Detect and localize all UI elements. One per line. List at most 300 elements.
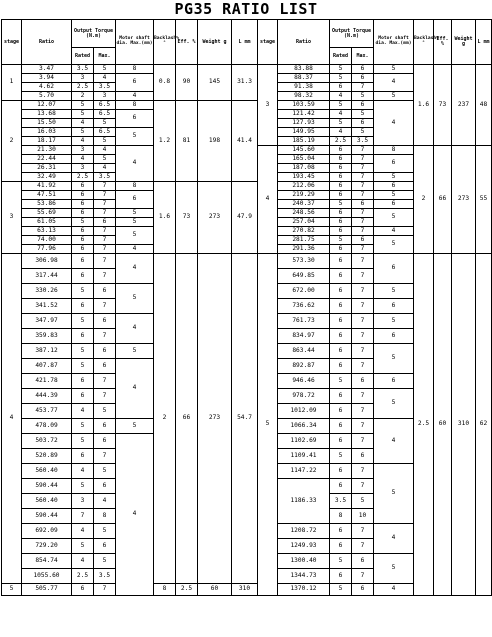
ratio-cell: 1300.40	[278, 554, 330, 569]
shaft-cell: 6	[374, 299, 414, 314]
shaft-cell: 8	[374, 146, 414, 155]
col-backlash: Backlash%°	[154, 20, 176, 65]
shaft-cell: 4	[116, 314, 154, 344]
ratio-sheet	[1, 19, 491, 636]
max-cell: 6	[94, 479, 116, 494]
stage-cell: 3	[2, 182, 22, 254]
max-cell: 6	[352, 554, 374, 569]
max-cell: 3	[94, 92, 116, 101]
shaft-cell: 4	[374, 227, 414, 236]
rated-cell: 6	[72, 191, 94, 200]
max-cell: 7	[352, 524, 374, 539]
ratio-cell: 185.19	[278, 137, 330, 146]
shaft-cell: 5	[374, 344, 414, 374]
ratio-cell: 729.20	[22, 539, 72, 554]
shaft-cell: 6	[116, 110, 154, 128]
max-cell: 6	[352, 449, 374, 464]
rated-cell: 5	[72, 314, 94, 329]
ratio-cell: 1066.34	[278, 419, 330, 434]
rated-cell: 5	[72, 128, 94, 137]
rated-cell: 5	[72, 419, 94, 434]
shaft-cell: 5	[116, 128, 154, 146]
max-cell: 10	[352, 509, 374, 524]
ratio-cell: 892.87	[278, 359, 330, 374]
rated-cell: 7	[72, 509, 94, 524]
ratio-cell: 330.26	[22, 284, 72, 299]
shaft-cell: 4	[374, 101, 414, 146]
ratio-cell: 193.45	[278, 173, 330, 182]
rated-cell: 6	[72, 209, 94, 218]
rated-cell: 6	[330, 524, 352, 539]
max-cell: 7	[352, 182, 374, 191]
weight-cell: 273	[198, 254, 232, 584]
ratio-cell: 16.03	[22, 128, 72, 137]
max-cell: 4	[94, 164, 116, 173]
ratio-cell: 248.56	[278, 209, 330, 218]
max-cell: 6	[94, 314, 116, 329]
col-weight: Weight g	[452, 20, 476, 65]
max-cell: 7	[94, 182, 116, 191]
max-cell: 7	[352, 539, 374, 554]
backlash-cell: 1.2	[154, 101, 176, 182]
rated-cell: 6	[72, 269, 94, 284]
shaft-cell: 6	[116, 191, 154, 209]
ratio-cell: 103.59	[278, 101, 330, 110]
stage-cell: 5	[2, 584, 22, 596]
max-cell: 7	[352, 269, 374, 284]
ratio-cell: 15.50	[22, 119, 72, 128]
col-stage: stage	[258, 20, 278, 65]
ratio-table-right	[257, 19, 492, 596]
table-row	[258, 146, 492, 155]
rated-cell: 3	[72, 164, 94, 173]
ratio-cell: 520.89	[22, 449, 72, 464]
rated-cell: 5	[72, 539, 94, 554]
backlash-cell: 2	[154, 254, 176, 584]
ratio-cell: 145.60	[278, 146, 330, 155]
ratio-cell: 863.44	[278, 344, 330, 359]
rated-cell: 4	[72, 119, 94, 128]
ratio-cell: 61.05	[22, 218, 72, 227]
rated-cell: 5	[72, 434, 94, 449]
table-row	[258, 65, 492, 74]
weight-cell: 273	[452, 146, 476, 254]
page-title: PG35 RATIO LIST	[174, 0, 318, 18]
max-cell: 7	[94, 299, 116, 314]
shaft-cell: 4	[116, 245, 154, 254]
ratio-cell: 88.37	[278, 74, 330, 83]
ratio-cell: 590.44	[22, 479, 72, 494]
ratio-table-left	[1, 19, 258, 596]
backlash-cell: 1.6	[414, 65, 434, 146]
rated-cell: 2.5	[330, 137, 352, 146]
rated-cell: 6	[330, 464, 352, 479]
ratio-cell: 1186.33	[278, 479, 330, 524]
eff-cell: 60	[198, 584, 232, 596]
col-rated: Rated	[330, 48, 352, 65]
max-cell: 7	[352, 329, 374, 344]
ratio-cell: 590.44	[22, 509, 72, 524]
shaft-cell: 5	[374, 284, 414, 299]
rated-cell: 6	[72, 227, 94, 236]
rated-cell: 6	[330, 191, 352, 200]
shaft-cell: 4	[374, 74, 414, 92]
ratio-cell: 3.94	[22, 74, 72, 83]
rated-cell: 5	[72, 479, 94, 494]
ratio-cell: 560.40	[22, 464, 72, 479]
stage-cell: 2	[2, 101, 22, 182]
col-eff: Eff. %	[434, 20, 452, 65]
length-cell: 47.9	[232, 182, 258, 254]
rated-cell: 6	[330, 146, 352, 155]
rated-cell: 6	[330, 164, 352, 173]
ratio-cell: 1012.09	[278, 404, 330, 419]
max-cell: 7	[352, 227, 374, 236]
max-cell: 7	[352, 464, 374, 479]
max-cell: 7	[352, 299, 374, 314]
rated-cell: 6	[72, 389, 94, 404]
rated-cell: 6	[72, 299, 94, 314]
ratio-cell: 503.72	[22, 434, 72, 449]
length-cell: 55	[476, 146, 492, 254]
shaft-cell: 8	[116, 65, 154, 74]
rated-cell: 4	[72, 464, 94, 479]
ratio-cell: 1370.12	[278, 584, 330, 596]
max-cell: 3.5	[352, 137, 374, 146]
ratio-cell: 83.88	[278, 65, 330, 74]
max-cell: 6.5	[94, 128, 116, 137]
max-cell: 4	[94, 146, 116, 155]
rated-cell: 6	[330, 269, 352, 284]
max-cell: 7	[94, 245, 116, 254]
ratio-cell: 22.44	[22, 155, 72, 164]
ratio-cell: 1109.41	[278, 449, 330, 464]
max-cell: 7	[352, 479, 374, 494]
col-rated: Rated	[72, 48, 94, 65]
max-cell: 7	[352, 254, 374, 269]
ratio-cell: 187.08	[278, 164, 330, 173]
max-cell: 7	[352, 389, 374, 404]
max-cell: 7	[352, 209, 374, 218]
rated-cell: 6	[330, 209, 352, 218]
shaft-cell: 5	[374, 314, 414, 329]
ratio-cell: 53.86	[22, 200, 72, 209]
shaft-cell: 5	[374, 209, 414, 227]
max-cell: 6	[352, 200, 374, 209]
rated-cell: 5	[330, 200, 352, 209]
ratio-cell: 834.97	[278, 329, 330, 344]
ratio-cell: 26.31	[22, 164, 72, 173]
stage-cell: 5	[258, 254, 278, 596]
ratio-cell: 219.29	[278, 191, 330, 200]
max-cell: 7	[94, 209, 116, 218]
shaft-cell: 5	[374, 65, 414, 74]
max-cell: 5	[94, 65, 116, 74]
max-cell: 6	[94, 218, 116, 227]
max-cell: 5	[94, 554, 116, 569]
rated-cell: 6	[72, 200, 94, 209]
table-row	[258, 254, 492, 269]
rated-cell: 6	[330, 479, 352, 494]
shaft-cell: 4	[116, 92, 154, 101]
ratio-cell: 5.70	[22, 92, 72, 101]
length-cell: 31.3	[232, 65, 258, 101]
max-cell: 3.5	[94, 569, 116, 584]
shaft-cell: 6	[116, 74, 154, 92]
shaft-cell: 4	[116, 359, 154, 419]
stage-cell: 4	[258, 146, 278, 254]
ratio-cell: 91.38	[278, 83, 330, 92]
header-row	[2, 20, 258, 48]
ratio-cell: 149.95	[278, 128, 330, 137]
max-cell: 4	[94, 494, 116, 509]
shaft-cell: 8	[116, 101, 154, 110]
rated-cell: 5	[72, 110, 94, 119]
ratio-cell: 41.92	[22, 182, 72, 191]
max-cell: 5	[94, 464, 116, 479]
max-cell: 7	[94, 374, 116, 389]
shaft-cell: 5	[374, 191, 414, 200]
max-cell: 7	[352, 284, 374, 299]
backlash-cell: 2.5	[414, 254, 434, 596]
ratio-cell: 270.82	[278, 227, 330, 236]
shaft-cell: 5	[374, 389, 414, 419]
rated-cell: 6	[72, 182, 94, 191]
shaft-cell: 4	[116, 434, 154, 596]
max-cell: 7	[352, 314, 374, 329]
max-cell: 7	[352, 155, 374, 164]
col-max: Max.	[352, 48, 374, 65]
shaft-cell: 5	[116, 218, 154, 227]
rated-cell: 6	[72, 236, 94, 245]
max-cell: 6	[94, 359, 116, 374]
max-cell: 5	[94, 155, 116, 164]
max-cell: 7	[352, 191, 374, 200]
ratio-cell: 317.44	[22, 269, 72, 284]
eff-cell: 73	[176, 182, 198, 254]
rated-cell: 5	[330, 584, 352, 596]
weight-cell: 145	[198, 65, 232, 101]
ratio-cell: 127.93	[278, 119, 330, 128]
max-cell: 6	[352, 236, 374, 245]
table-row	[2, 101, 258, 110]
rated-cell: 5	[72, 101, 94, 110]
max-cell: 6	[94, 434, 116, 449]
shaft-cell: 4	[116, 146, 154, 182]
rated-cell: 5	[330, 74, 352, 83]
rated-cell: 6	[72, 584, 94, 596]
ratio-cell: 672.00	[278, 284, 330, 299]
max-cell: 7	[352, 173, 374, 182]
max-cell: 5	[352, 110, 374, 119]
ratio-cell: 560.40	[22, 494, 72, 509]
rated-cell: 5	[330, 65, 352, 74]
max-cell: 7	[352, 164, 374, 173]
shaft-cell: 4	[374, 584, 414, 596]
rated-cell: 3.5	[330, 494, 352, 509]
eff-cell: 90	[176, 65, 198, 101]
ratio-cell: 1249.93	[278, 539, 330, 554]
rated-cell: 4	[72, 404, 94, 419]
max-cell: 6.5	[94, 110, 116, 119]
weight-cell: 310	[452, 254, 476, 596]
ratio-cell: 341.52	[22, 299, 72, 314]
col-ratio: Ratio	[22, 20, 72, 65]
ratio-cell: 505.77	[22, 584, 72, 596]
eff-cell: 73	[434, 65, 452, 146]
rated-cell: 2	[72, 92, 94, 101]
col-stage: stage	[2, 20, 22, 65]
col-torque: Output Torque (N.m)	[72, 20, 116, 48]
col-shaft: Motor shaft dia. Max.(mm)	[116, 20, 154, 65]
ratio-cell: 18.17	[22, 137, 72, 146]
rated-cell: 6	[330, 359, 352, 374]
header-row	[258, 20, 492, 48]
max-cell: 8	[94, 509, 116, 524]
ratio-cell: 1055.60	[22, 569, 72, 584]
max-cell: 7	[352, 359, 374, 374]
rated-cell: 6	[330, 218, 352, 227]
shaft-cell: 6	[374, 374, 414, 389]
shaft-cell: 5	[374, 92, 414, 101]
rated-cell: 2.5	[72, 173, 94, 182]
shaft-cell: 5	[374, 464, 414, 524]
col-l: L mm	[476, 20, 492, 65]
max-cell: 7	[94, 227, 116, 236]
rated-cell: 2.5	[72, 569, 94, 584]
ratio-cell: 212.06	[278, 182, 330, 191]
ratio-cell: 291.36	[278, 245, 330, 254]
length-cell: 48	[476, 65, 492, 146]
max-cell: 7	[94, 254, 116, 269]
ratio-cell: 240.37	[278, 200, 330, 209]
rated-cell: 4	[330, 92, 352, 101]
length-cell: 54.7	[232, 254, 258, 584]
rated-cell: 3	[72, 146, 94, 155]
ratio-cell: 1102.69	[278, 434, 330, 449]
weight-cell: 237	[452, 65, 476, 146]
ratio-cell: 4.62	[22, 83, 72, 92]
shaft-cell: 5	[116, 284, 154, 314]
max-cell: 5	[94, 524, 116, 539]
eff-cell: 66	[176, 254, 198, 584]
length-cell: 41.4	[232, 101, 258, 182]
rated-cell: 5	[330, 236, 352, 245]
shaft-cell: 4	[374, 419, 414, 464]
shaft-cell: 5	[116, 227, 154, 245]
shaft-cell: 6	[374, 254, 414, 284]
backlash-cell: 2	[414, 146, 434, 254]
rated-cell: 5	[72, 218, 94, 227]
rated-cell: 8	[330, 509, 352, 524]
rated-cell: 6	[330, 389, 352, 404]
weight-cell: 273	[198, 182, 232, 254]
max-cell: 6	[352, 74, 374, 83]
backlash-cell: 2.5	[176, 584, 198, 596]
max-cell: 6	[94, 284, 116, 299]
shaft-cell: 5	[374, 554, 414, 584]
rated-cell: 3	[72, 494, 94, 509]
max-cell: 6	[352, 101, 374, 110]
ratio-cell: 1208.72	[278, 524, 330, 539]
shaft-cell: 5	[374, 173, 414, 182]
max-cell: 7	[352, 344, 374, 359]
ratio-cell: 12.07	[22, 101, 72, 110]
ratio-cell: 63.13	[22, 227, 72, 236]
max-cell: 5	[352, 92, 374, 101]
ratio-cell: 306.98	[22, 254, 72, 269]
ratio-cell: 453.77	[22, 404, 72, 419]
ratio-cell: 13.68	[22, 110, 72, 119]
rated-cell: 6	[330, 314, 352, 329]
rated-cell: 4	[330, 128, 352, 137]
eff-cell: 81	[176, 101, 198, 182]
rated-cell: 6	[330, 329, 352, 344]
max-cell: 6.5	[94, 101, 116, 110]
rated-cell: 6	[330, 83, 352, 92]
ratio-cell: 77.96	[22, 245, 72, 254]
max-cell: 3.5	[94, 83, 116, 92]
ratio-cell: 692.09	[22, 524, 72, 539]
max-cell: 7	[352, 83, 374, 92]
shaft-cell: 6	[374, 200, 414, 209]
max-cell: 7	[352, 569, 374, 584]
ratio-cell: 478.09	[22, 419, 72, 434]
eff-cell: 66	[434, 146, 452, 254]
rated-cell: 3.5	[72, 65, 94, 74]
ratio-cell: 98.32	[278, 92, 330, 101]
table-row	[2, 182, 258, 191]
rated-cell: 6	[330, 569, 352, 584]
ratio-cell: 347.97	[22, 314, 72, 329]
ratio-cell: 407.87	[22, 359, 72, 374]
rated-cell: 6	[330, 284, 352, 299]
rated-cell: 6	[330, 227, 352, 236]
max-cell: 6	[352, 374, 374, 389]
backlash-cell: 0.8	[154, 65, 176, 101]
rated-cell: 6	[72, 449, 94, 464]
rated-cell: 6	[330, 254, 352, 269]
ratio-cell: 281.75	[278, 236, 330, 245]
rated-cell: 3	[72, 74, 94, 83]
stage-cell: 1	[2, 65, 22, 101]
rated-cell: 6	[330, 299, 352, 314]
col-backlash: Backlash%°	[414, 20, 434, 65]
max-cell: 3.5	[94, 173, 116, 182]
ratio-cell: 978.72	[278, 389, 330, 404]
rated-cell: 6	[330, 155, 352, 164]
max-cell: 7	[352, 404, 374, 419]
max-cell: 5	[352, 494, 374, 509]
ratio-cell: 854.74	[22, 554, 72, 569]
max-cell: 7	[352, 146, 374, 155]
rated-cell: 6	[330, 404, 352, 419]
rated-cell: 5	[72, 344, 94, 359]
ratio-cell: 32.49	[22, 173, 72, 182]
ratio-cell: 165.04	[278, 155, 330, 164]
stage-cell: 4	[2, 254, 22, 584]
rated-cell: 2.5	[72, 83, 94, 92]
rated-cell: 5	[72, 359, 94, 374]
col-max: Max.	[94, 48, 116, 65]
shaft-cell: 6	[374, 155, 414, 173]
ratio-cell: 74.00	[22, 236, 72, 245]
col-shaft: Motor shaft dia. Max.(mm)	[374, 20, 414, 65]
max-cell: 5	[94, 119, 116, 128]
max-cell: 7	[352, 218, 374, 227]
ratio-cell: 573.30	[278, 254, 330, 269]
rated-cell: 6	[72, 254, 94, 269]
